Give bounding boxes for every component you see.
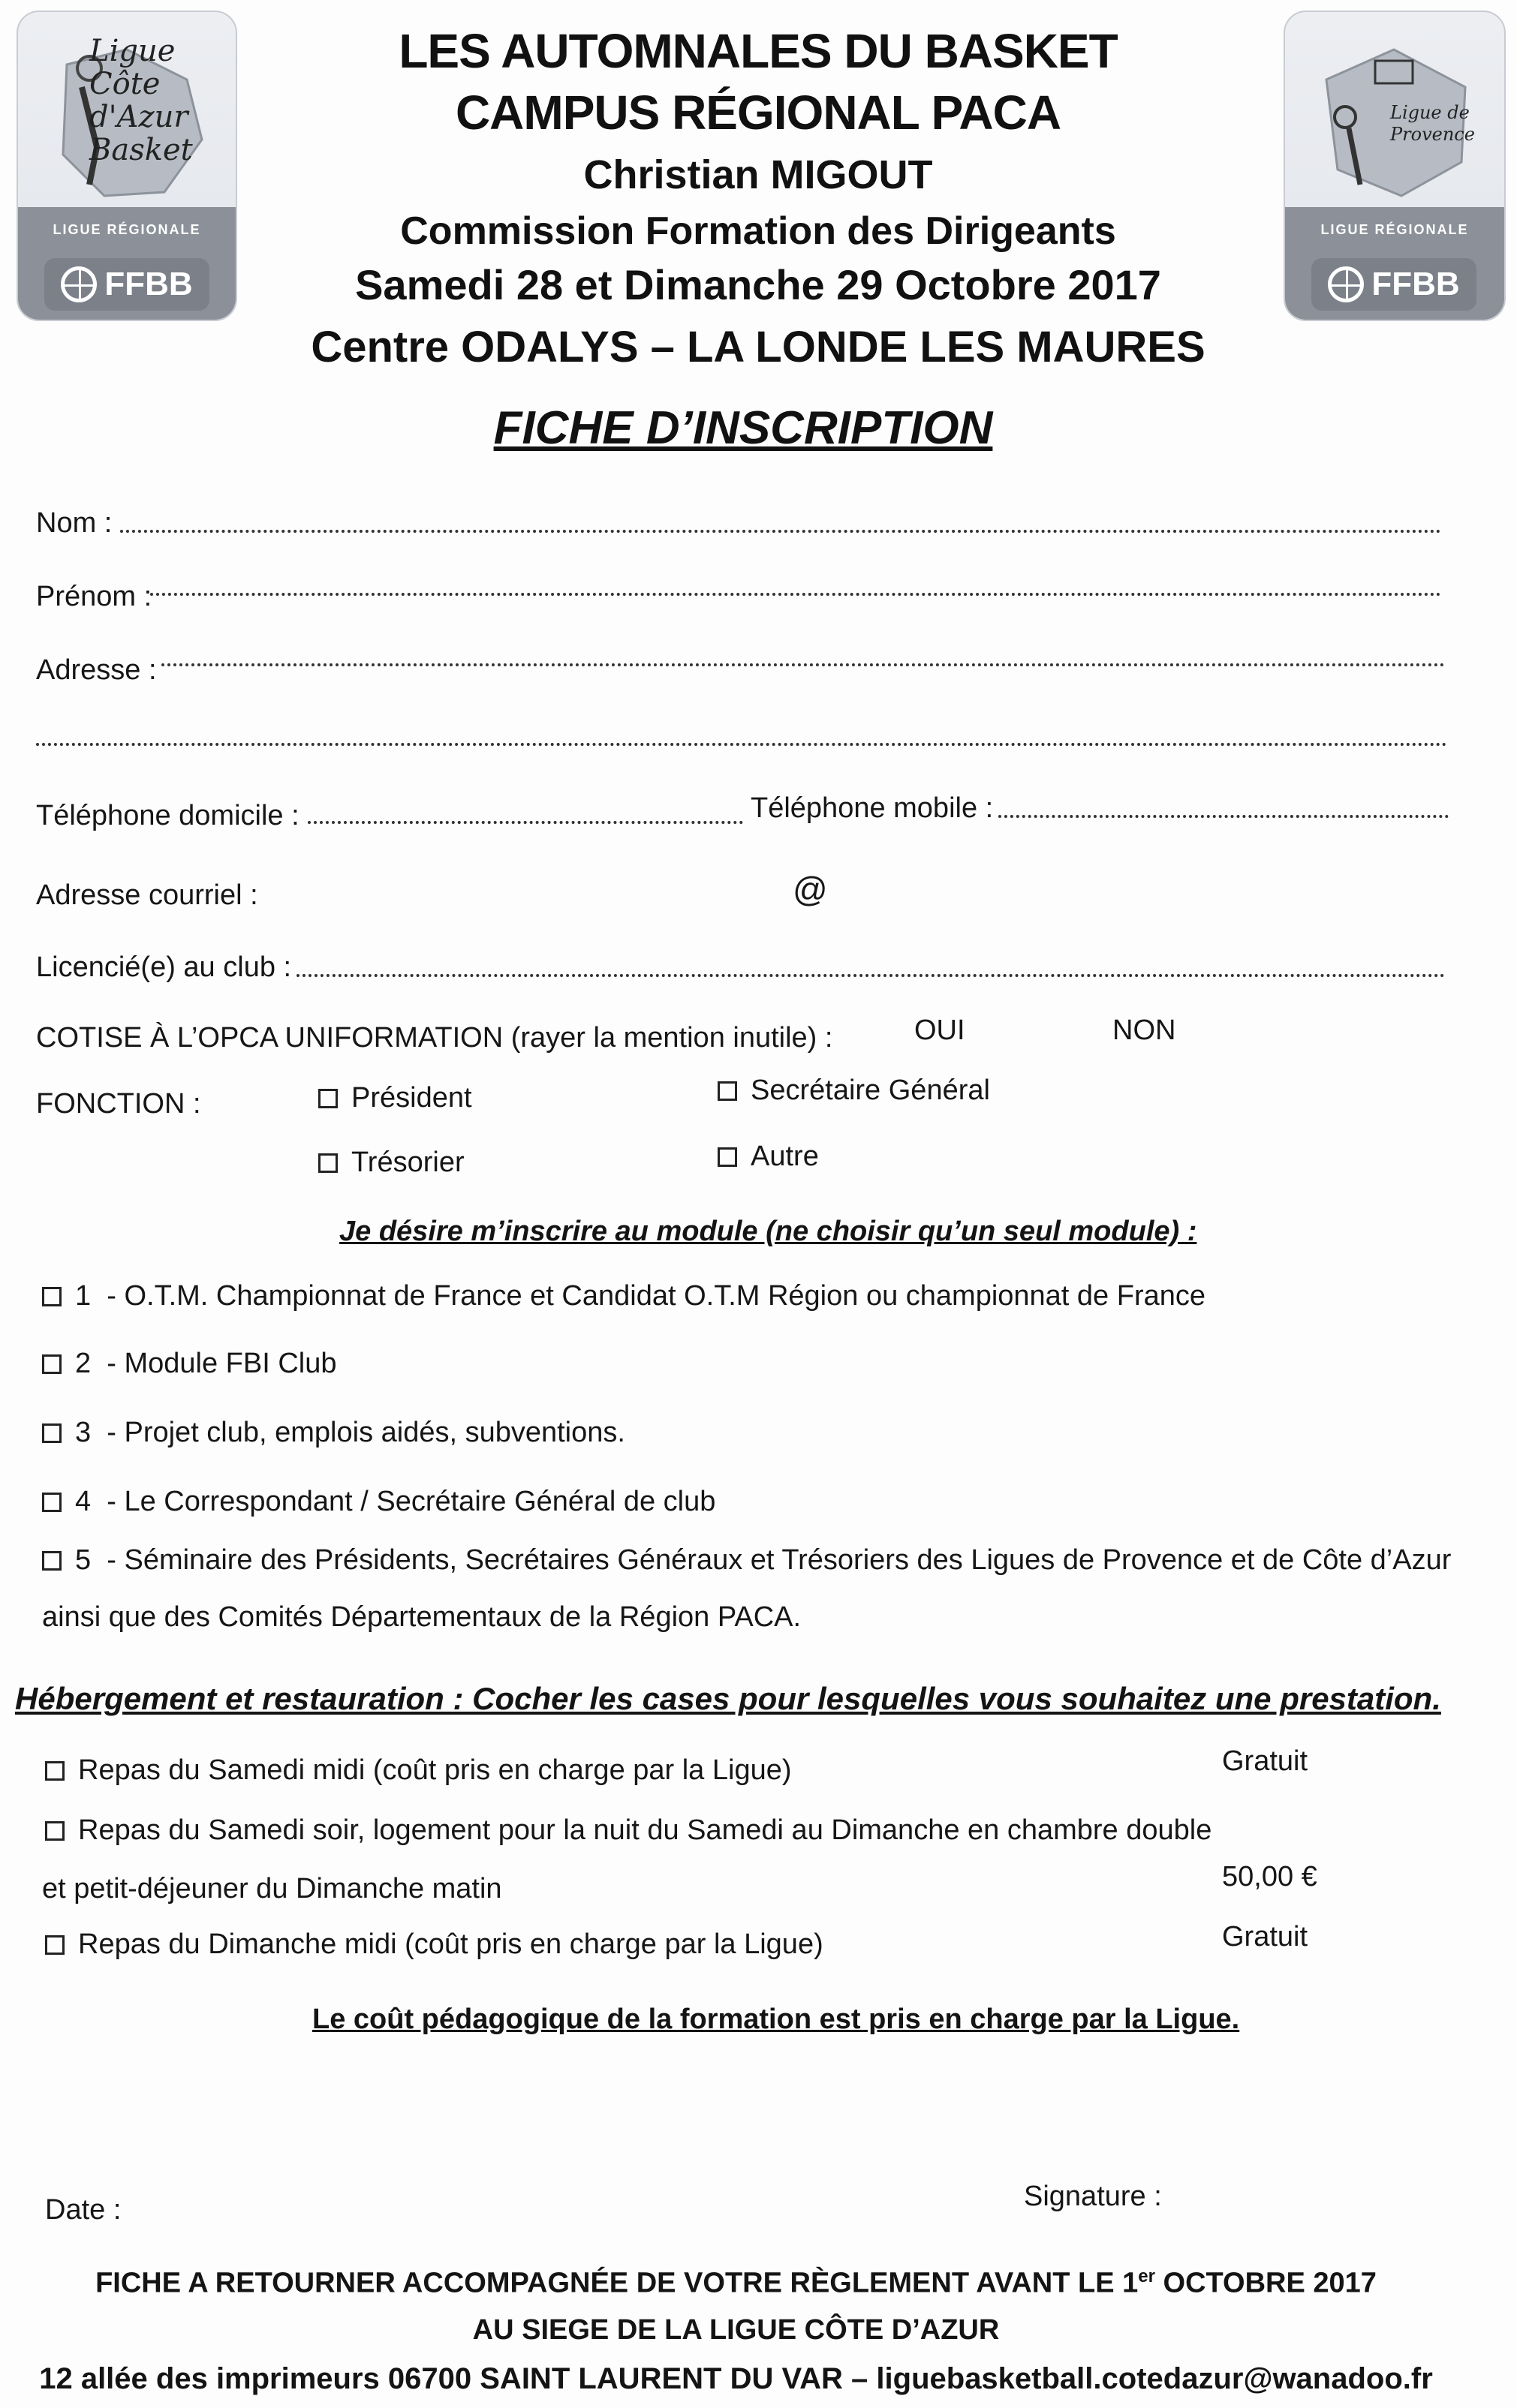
tel-domicile-label: Téléphone domicile : <box>36 800 299 831</box>
checkbox[interactable] <box>42 1287 62 1306</box>
header-commission: Commission Formation des Dirigeants <box>400 209 1116 253</box>
logo-right-band: LIGUE RÉGIONALE <box>1320 222 1469 237</box>
price-samedi-soir: 50,00 € <box>1222 1861 1317 1892</box>
ffbb-logo-left: FFBB <box>44 258 209 311</box>
club-label: Licencié(e) au club : <box>36 951 292 983</box>
checkbox[interactable] <box>42 1423 62 1443</box>
checkbox[interactable] <box>718 1147 737 1167</box>
fonction-tresorier[interactable]: Trésorier <box>318 1147 465 1179</box>
header-location: Centre ODALYS – LA LONDE LES MAURES <box>311 323 1205 371</box>
cout-pedagogique-note: Le coût pédagogique de la formation est pris en charge par la Ligue. <box>312 2004 1240 2035</box>
price-dimanche-midi: Gratuit <box>1222 1921 1308 1953</box>
basketball-icon <box>61 266 97 302</box>
adresse-input-line[interactable] <box>161 663 1445 666</box>
checkbox[interactable] <box>42 1493 62 1512</box>
header-name: Christian MIGOUT <box>583 152 933 197</box>
club-input-line[interactable] <box>296 974 1445 977</box>
modules-title: Je désire m’inscrire au module (ne choisir qu’un seul module) : <box>339 1216 1197 1247</box>
hebergement-option-samedi-soir[interactable]: Repas du Samedi soir, logement pour la nuit du Samedi au Dimanche en chambre double <box>45 1814 1211 1847</box>
footer-address-line: AU SIEGE DE LA LIGUE CÔTE D’AZUR <box>472 2314 1000 2346</box>
module-option-5[interactable]: 5 - Séminaire des Présidents, Secrétaires Généraux et Trésoriers des Ligues de Provence et de Côte d’Azur <box>42 1544 1451 1577</box>
checkbox[interactable] <box>42 1551 62 1571</box>
fonction-president[interactable]: Président <box>318 1082 472 1114</box>
opca-label: COTISE À L’OPCA UNIFORMATION (rayer la mention inutile) : <box>36 1022 833 1054</box>
logo-left-text: Ligue Côte d'Azur Basket <box>89 34 193 167</box>
fonction-autre[interactable]: Autre <box>718 1141 819 1173</box>
opca-non[interactable]: NON <box>1112 1015 1176 1046</box>
nom-label: Nom : <box>36 507 113 539</box>
module-option-2[interactable]: 2 - Module FBI Club <box>42 1348 337 1380</box>
checkbox[interactable] <box>718 1081 737 1101</box>
nom-input-line[interactable] <box>120 530 1441 533</box>
module-option-1[interactable]: 1 - O.T.M. Championnat de France et Candidat O.T.M Région ou championnat de France <box>42 1280 1205 1312</box>
footer-contact-line: 12 allée des imprimeurs 06700 SAINT LAURENT DU VAR – liguebasketball.cotedazur@wanadoo.fr <box>39 2362 1433 2395</box>
checkbox[interactable] <box>45 1761 65 1781</box>
prenom-label: Prénom : <box>36 581 152 612</box>
adresse-input-line-2[interactable] <box>36 743 1447 746</box>
module-option-5-continued: ainsi que des Comités Départementaux de la Région PACA. <box>42 1601 802 1633</box>
logo-left-band: LIGUE RÉGIONALE <box>53 222 201 237</box>
checkbox[interactable] <box>45 1821 65 1841</box>
hebergement-option-samedi-soir-cont: et petit-déjeuner du Dimanche matin <box>42 1873 502 1904</box>
header-dates: Samedi 28 et Dimanche 29 Octobre 2017 <box>355 261 1161 308</box>
checkbox[interactable] <box>318 1089 338 1108</box>
module-option-3[interactable]: 3 - Projet club, emplois aidés, subventions. <box>42 1417 625 1449</box>
fonction-label: FONCTION : <box>36 1088 201 1120</box>
opca-oui[interactable]: OUI <box>914 1015 965 1046</box>
logo-ligue-cote-dazur <box>17 11 237 321</box>
courriel-label: Adresse courriel : <box>36 879 258 911</box>
fonction-secretaire-general[interactable]: Secrétaire Général <box>718 1075 990 1107</box>
hebergement-title: Hébergement et restauration : Cocher les cases pour lesquelles vous souhaitez une prestation. <box>15 1681 1441 1716</box>
checkbox[interactable] <box>45 1935 65 1955</box>
checkbox[interactable] <box>318 1153 338 1173</box>
price-samedi-midi: Gratuit <box>1222 1745 1308 1777</box>
logo-right-text: Ligue de Provence <box>1390 102 1475 145</box>
header-title: LES AUTOMNALES DU BASKET <box>399 24 1118 78</box>
logo-ligue-de-provence <box>1284 11 1506 321</box>
header-subtitle: CAMPUS RÉGIONAL PACA <box>455 86 1061 140</box>
module-option-4[interactable]: 4 - Le Correspondant / Secrétaire Général de club <box>42 1486 715 1518</box>
hebergement-option-dimanche-midi[interactable]: Repas du Dimanche midi (coût pris en charge par la Ligue) <box>45 1929 823 1961</box>
tel-domicile-input-line[interactable] <box>308 821 743 824</box>
adresse-label: Adresse : <box>36 654 157 686</box>
signature-label: Signature : <box>1024 2181 1162 2212</box>
footer-return-instructions: FICHE A RETOURNER ACCOMPAGNÉE DE VOTRE RÈGLEMENT AVANT LE 1er OCTOBRE 2017 <box>95 2266 1377 2299</box>
at-sign: @ <box>793 870 828 909</box>
hebergement-option-samedi-midi[interactable]: Repas du Samedi midi (coût pris en charge par la Ligue) <box>45 1754 792 1787</box>
prenom-input-line[interactable] <box>150 593 1441 596</box>
tel-mobile-label: Téléphone mobile : <box>751 792 994 824</box>
checkbox[interactable] <box>42 1354 62 1374</box>
basketball-icon <box>1328 266 1364 302</box>
tel-mobile-input-line[interactable] <box>998 815 1449 818</box>
form-title: FICHE D’INSCRIPTION <box>493 402 993 454</box>
ffbb-logo-right: FFBB <box>1311 258 1476 311</box>
date-label: Date : <box>45 2194 122 2226</box>
